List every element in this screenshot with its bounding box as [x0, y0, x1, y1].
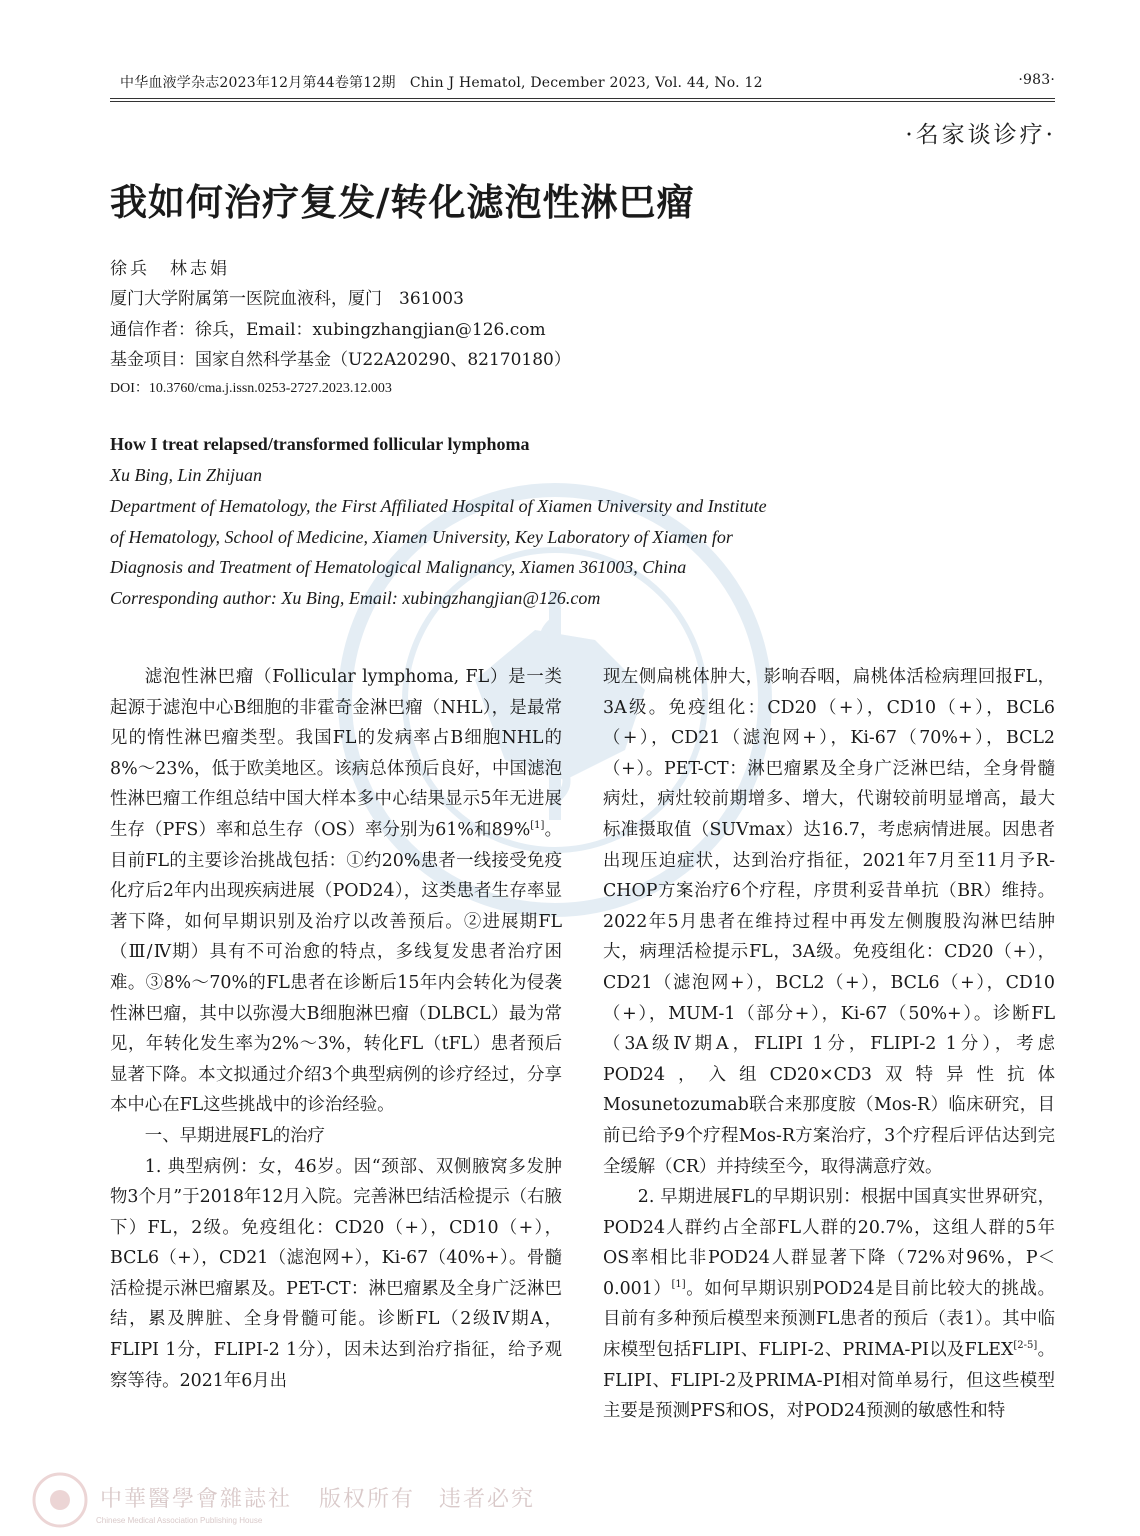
citation-ref: [2-5]	[1013, 1340, 1038, 1352]
publisher-name: 中華醫學會雜誌社	[100, 1487, 293, 1512]
publisher-logo-icon	[30, 1470, 90, 1530]
english-title: How I treat relapsed/transformed follicular lymphoma	[110, 434, 530, 454]
page-number: ·983·	[1018, 72, 1055, 88]
body-column-left	[110, 662, 562, 1396]
header-rule	[110, 98, 1055, 99]
publisher-footer	[100, 1482, 535, 1513]
corresponding-author: 通信作者：徐兵，Email：xubingzhangjian@126.com	[110, 320, 546, 340]
early-id-text-a: 2. 早期进展FL的早期识别：根据中国真实世界研究，POD24人群约占全部FL人群的20.7%，这组人群的5年OS率相比非POD24人群显著下降（72%对96%，P＜0.001）	[603, 1187, 1055, 1299]
intro-text-b: 。目前FL的主要诊治挑战包括：①约20%患者一线接受免疫化疗后2年内出现疾病进展（POD24），这类患者生存率显著下降，如何早期识别及治疗以改善预后。②进展期FL（Ⅲ/Ⅳ期）具有不可治愈的特点，多线复发患者治疗困难。③8%～70%的FL患者在诊断后15年内会转化为侵袭性淋巴瘤，其中以弥漫大B细胞淋巴瘤（DLBCL）最为常见，年转化发生率为2%～3%，转化FL（tFL）患者预后显著下降。本文拟通过介绍3个典型病例的诊疗经过，分享本中心在FL这些挑战中的诊治经验。	[110, 819, 562, 1116]
paragraph-case: 1. 典型病例：女，46岁。因“颈部、双侧腋窝多发肿物3个月”于2018年12月入院。完善淋巴结活检提示（右腋下）FL，2级。免疫组化：CD20（+），CD10（+），BCL6（+），CD21（滤泡网+），Ki-67（40%+）。骨髓活检提示淋巴瘤累及。PET-CT：淋巴瘤累及全身广泛淋巴结，累及脾脏、全身骨髓可能。诊断FL（2级Ⅳ期A，FLIPI 1分，FLIPI-2 1分），因未达到治疗指征，给予观察等待。2021年6月出	[110, 1156, 562, 1391]
paragraph-intro	[110, 662, 562, 1121]
publisher-name-en: Chinese Medical Association Publishing House	[96, 1516, 263, 1525]
column-tag: ·名家谈诊疗·	[905, 122, 1056, 148]
english-corresponding: Corresponding author: Xu Bing, Email: xubingzhangjian@126.com	[110, 588, 601, 608]
citation-ref: [1]	[671, 1279, 686, 1291]
header-rule-thin	[110, 101, 1055, 102]
early-id-text-c: 。FLIPI、FLIPI-2及PRIMA-PI相对简单易行，但这些模型主要是预测PFS和OS，对POD24预测的敏感性和特	[603, 1340, 1055, 1422]
journal-citation: 中华血液学杂志2023年12月第44卷第12期 Chin J Hematol, December 2023, Vol. 44, No. 12	[120, 75, 763, 91]
paragraph-early-identification	[603, 1182, 1055, 1427]
body-column-right	[603, 662, 1055, 1427]
paragraph-case-continued: 现左侧扁桃体肿大，影响吞咽，扁桃体活检病理回报FL，3A级。免疫组化：CD20（+），CD10（+），BCL6（+），CD21（滤泡网+），Ki-67（70%+），BCL2（+）。PET-CT：淋巴瘤累及全身广泛淋巴结，全身骨髓病灶，病灶较前期增多、增大，代谢较前明显增高，最大标准摄取值（SUVmax）达16.7，考虑病情进展。因患者出现压迫症状，达到治疗指征，2021年7月至11月予R-CHOP方案治疗6个疗程，序贯利妥昔单抗（BR）维持。2022年5月患者在维持过程中再发左侧腹股沟淋巴结肿大，病理活检提示FL，3A级。免疫组化：CD20（+），CD21（滤泡网+），BCL2（+），BCL6（+），CD10（+），MUM-1（部分+），Ki-67（50%+）。诊断FL（3A级Ⅳ期A，FLIPI 1分，FLIPI-2 1分），考虑POD24，入组CD20×CD3双特异性抗体Mosunetozumab联合来那度胺（Mos-R）临床研究，目前已给予9个疗程Mos-R方案治疗，3个疗程后评估达到完全缓解（CR）并持续至今，取得满意疗效。	[603, 667, 1055, 1177]
english-affiliation-line-2: of Hematology, School of Medicine, Xiamen University, Key Laboratory of Xiamen for	[110, 527, 733, 547]
citation-ref: [1]	[530, 820, 545, 832]
funding: 基金项目：国家自然科学基金（U22A20290、82170180）	[110, 350, 571, 370]
authors: 徐兵 林志娟	[110, 259, 230, 279]
affiliation: 厦门大学附属第一医院血液科，厦门 361003	[110, 289, 464, 309]
intro-text-a: 滤泡性淋巴瘤（Follicular lymphoma, FL）是一类起源于滤泡中心B细胞的非霍奇金淋巴瘤（NHL），是最常见的惰性淋巴瘤类型。我国FL的发病率占B细胞NHL的8%～23%，低于欧美地区。该病总体预后良好，中国滤泡性淋巴瘤工作组总结中国大样本多中心结果显示5年无进展生存（PFS）率和总生存（OS）率分别为61%和89%	[110, 667, 562, 840]
english-affiliation-line-1: Department of Hematology, the First Affiliated Hospital of Xiamen University and Institute	[110, 496, 767, 516]
early-id-text-b: 。如何早期识别POD24是目前比较大的挑战。目前有多种预后模型来预测FL患者的预后（表1）。其中临床模型包括FLIPI、FLIPI-2、PRIMA-PI以及FLEX	[603, 1278, 1055, 1361]
doi: DOI：10.3760/cma.j.issn.0253-2727.2023.12.003	[110, 381, 392, 396]
english-affiliation-line-3: Diagnosis and Treatment of Hematological Malignancy, Xiamen 361003, China	[110, 557, 687, 577]
section-heading: 一、早期进展FL的治疗	[144, 1125, 325, 1146]
article-title: 我如何治疗复发/转化滤泡性淋巴瘤	[110, 181, 695, 224]
english-authors: Xu Bing, Lin Zhijuan	[110, 465, 263, 485]
copyright-notice: 版权所有 违者必究	[319, 1487, 536, 1512]
